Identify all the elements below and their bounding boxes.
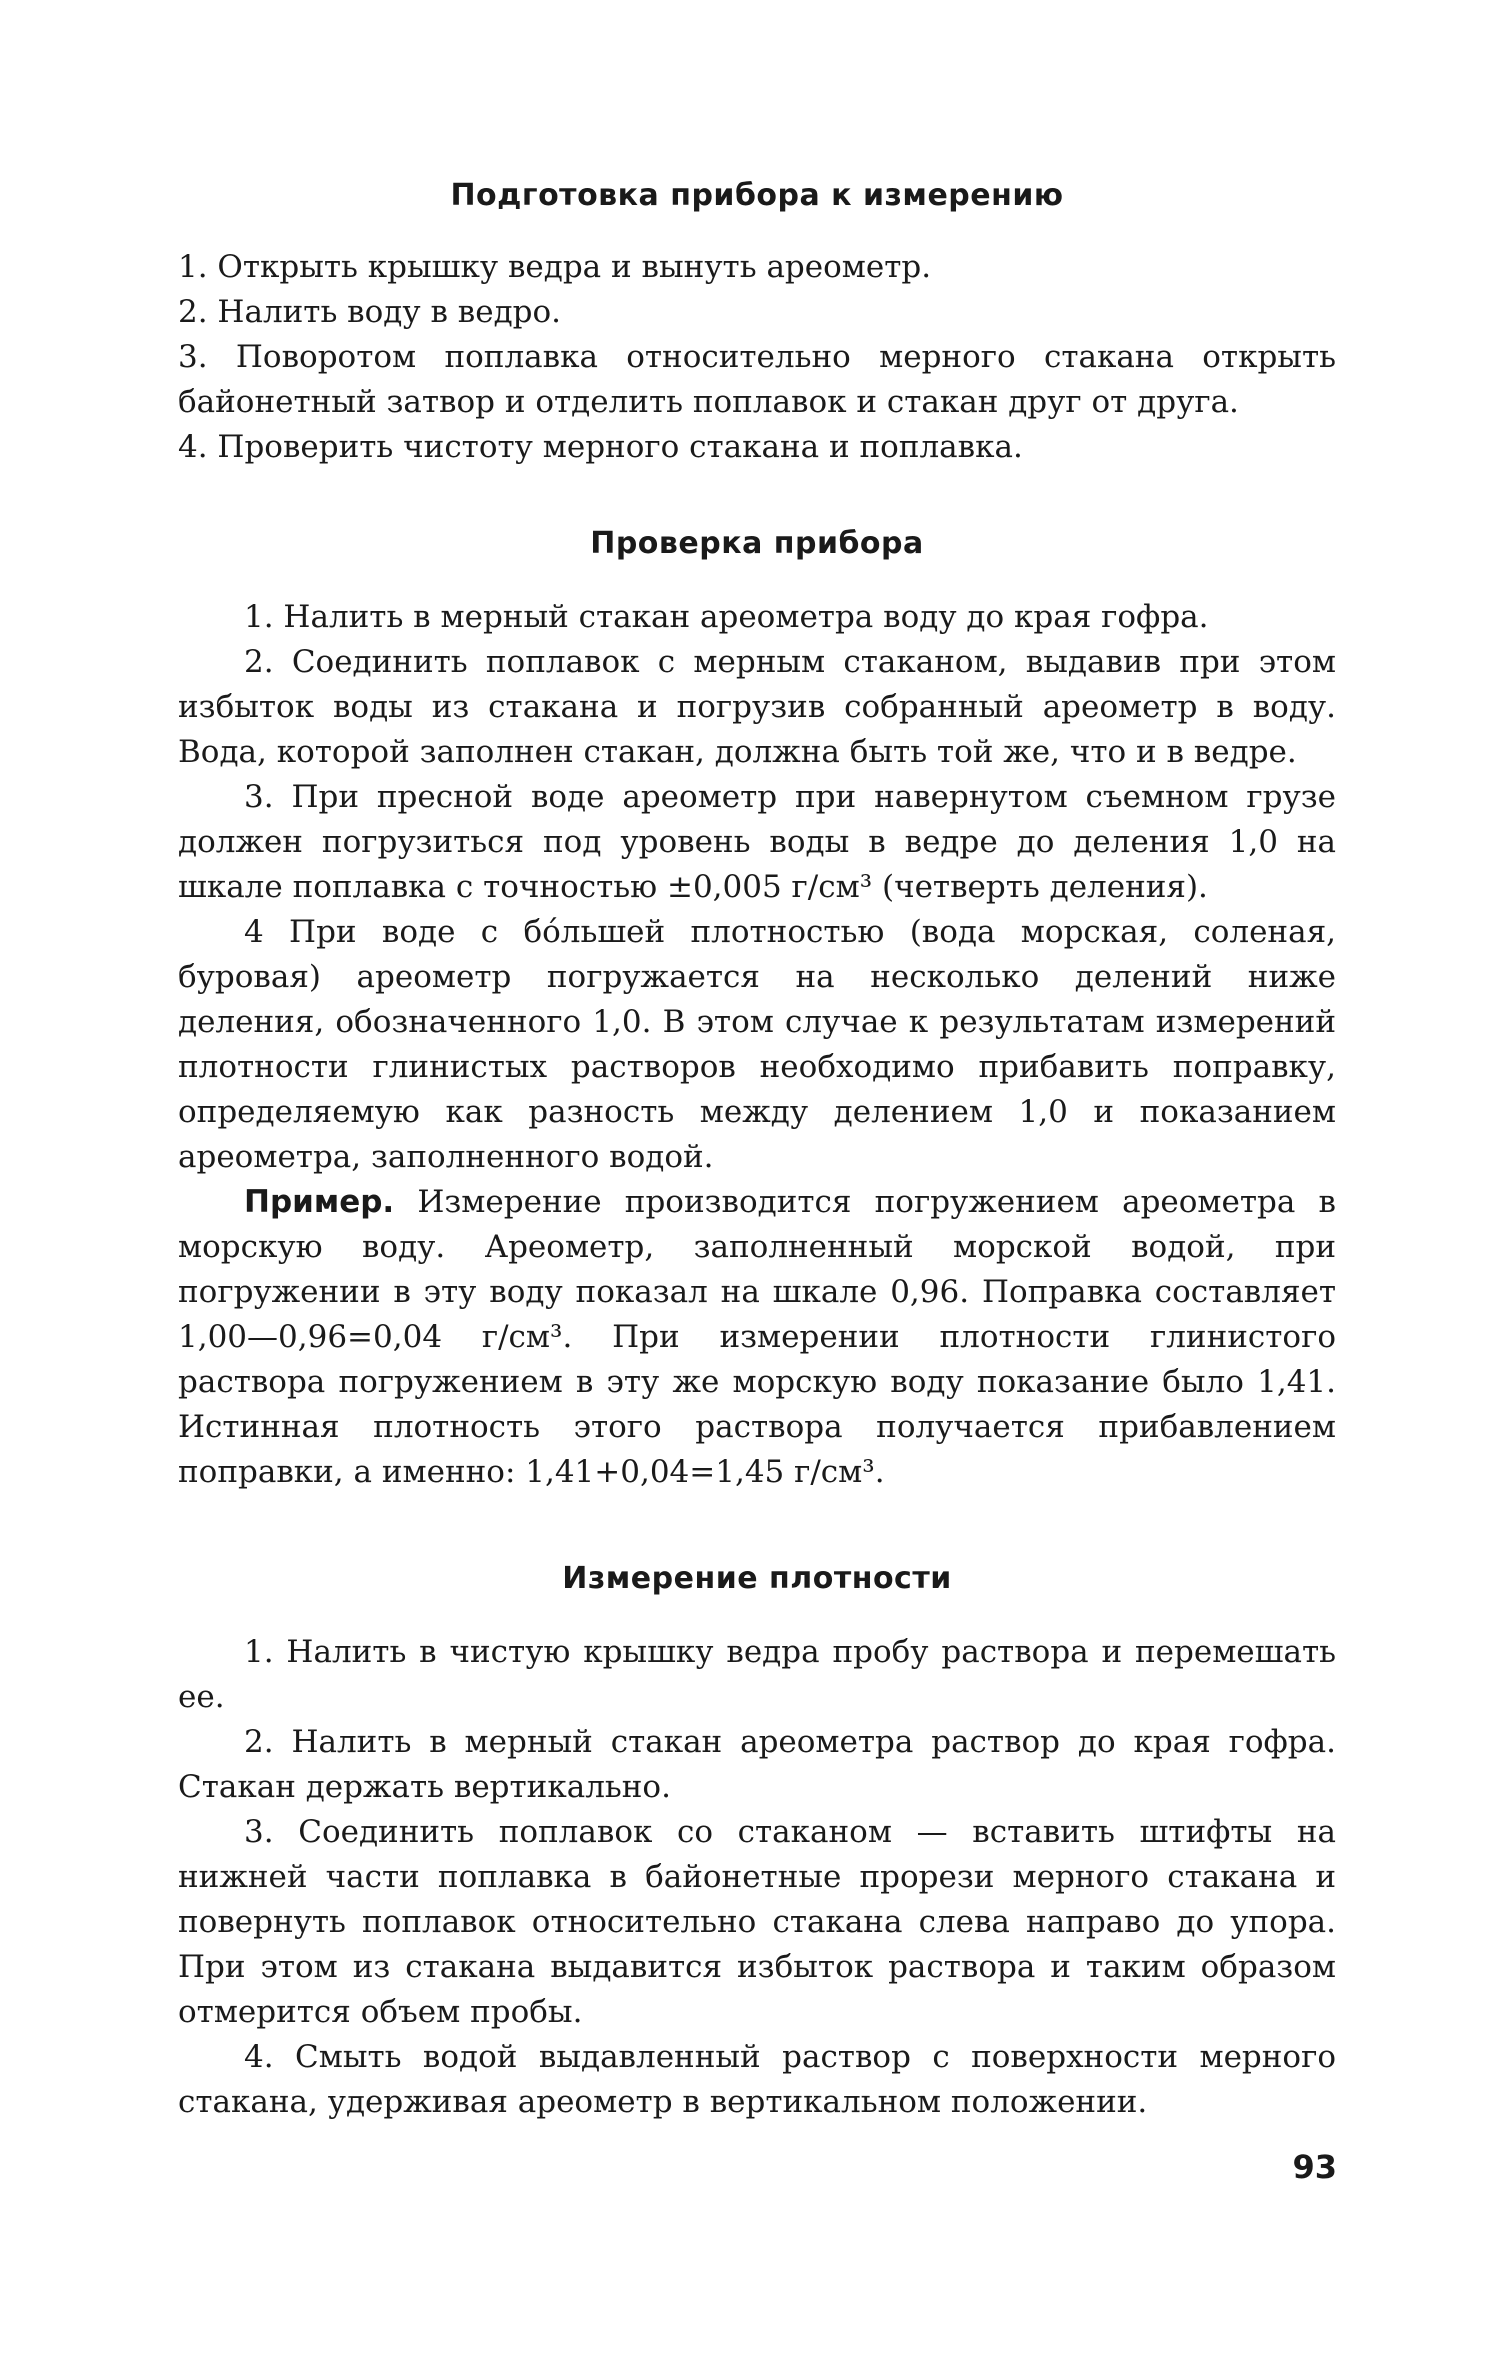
measurement-step-3: 3. Соединить поплавок со стаканом — вставить штифты на нижней части поплавка в байонетные прорези мерного стакана и повернуть поплавок относительно стакана слева направо до упора. При этом из стакана выдавится избыток раствора и таким образом отмерится объем пробы. bbox=[178, 1814, 1336, 2030]
preparation-step-4: 4. Проверить чистоту мерного стакана и поплавка. bbox=[178, 429, 1023, 465]
preparation-step-2: 2. Налить воду в ведро. bbox=[178, 294, 562, 330]
check-step-1: 1. Налить в мерный стакан ареометра воду до края гофра. bbox=[244, 599, 1209, 635]
example-text: Измерение производится погружением ареометра в морскую воду. Ареометр, заполненный морской водой, при погружении в эту воду показал на шкале 0,96. Поправка составляет 1,00—0,96=0,04 г/см³. При измерении плотности глинистого раствора погружением в эту же морскую воду показание было 1,41. Истинная плотность этого раствора получается прибавлением поправки, а именно: 1,41+0,04=1,45 г/см³. bbox=[178, 1184, 1336, 1490]
example-paragraph bbox=[178, 1180, 1336, 1495]
section-heading-preparation: Подготовка прибора к измерению bbox=[450, 178, 1064, 213]
check-step-2: 2. Соединить поплавок с мерным стаканом, выдавив при этом избыток воды из стакана и погрузив собранный ареометр в воду. Вода, которой заполнен стакан, должна быть той же, что и в ведре. bbox=[178, 644, 1336, 770]
page-content bbox=[178, 178, 1336, 2125]
section-heading-check: Проверка прибора bbox=[590, 526, 924, 561]
page-number: 93 bbox=[1292, 2148, 1337, 2186]
check-step-3: 3. При пресной воде ареометр при навернутом съемном грузе должен погрузиться под уровень воды в ведре до деления 1,0 на шкале поплавка с точностью ±0,005 г/см³ (четверть деления). bbox=[178, 779, 1336, 905]
measurement-steps bbox=[178, 1630, 1336, 2125]
preparation-step-1: 1. Открыть крышку ведра и вынуть ареометр. bbox=[178, 249, 932, 285]
example-label: Пример. bbox=[244, 1184, 395, 1220]
check-step-4: 4 При воде с бóльшей плотностью (вода морская, соленая, буровая) ареометр погружается на несколько делений ниже деления, обозначенного 1,0. В этом случае к результатам измерений плотности глинистых растворов необходимо прибавить поправку, определяемую как разность между делением 1,0 и показанием ареометра, заполненного водой. bbox=[178, 914, 1336, 1175]
measurement-step-1: 1. Налить в чистую крышку ведра пробу раствора и перемешать ее. bbox=[178, 1634, 1336, 1715]
measurement-step-4: 4. Смыть водой выдавленный раствор с поверхности мерного стакана, удерживая ареометр в вертикальном положении. bbox=[178, 2039, 1336, 2120]
measurement-step-2: 2. Налить в мерный стакан ареометра раствор до края гофра. Стакан держать вертикально. bbox=[178, 1724, 1336, 1805]
section-heading-measurement: Измерение плотности bbox=[562, 1561, 952, 1596]
preparation-steps bbox=[178, 245, 1336, 470]
preparation-step-3: 3. Поворотом поплавка относительно мерного стакана открыть байонетный затвор и отделить поплавок и стакан друг от друга. bbox=[178, 339, 1336, 420]
check-steps bbox=[178, 595, 1336, 1495]
